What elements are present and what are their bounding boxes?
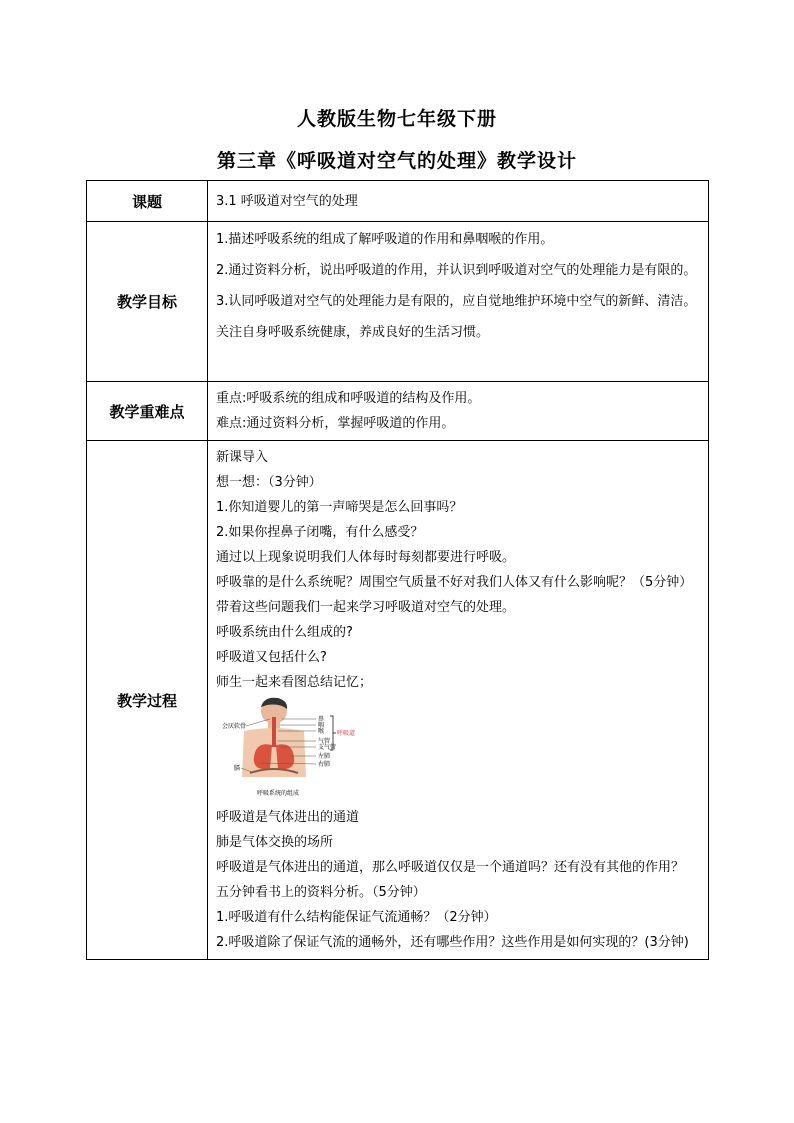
diagram-caption: 呼吸系统的组成 [257, 790, 300, 797]
label-nose: 鼻 [318, 716, 325, 723]
process-label: 教学过程 [87, 441, 208, 960]
process-line: 呼吸系统由什么组成的? [216, 625, 353, 640]
label-diaphragm: 膈 [234, 765, 241, 772]
process-line: 呼吸道又包括什么? [216, 650, 327, 665]
document-subtitle: 第三章《呼吸道对空气的处理》教学设计 [216, 150, 577, 172]
trachea-shape [272, 717, 276, 747]
process-line: 2.如果你捏鼻子闭嘴，有什么感受？ [216, 525, 424, 540]
process-line: 五分钟看书上的资料分析。（5分钟） [216, 885, 426, 900]
respiratory-system-figure [222, 697, 372, 799]
label-right-lung: 右肺 [318, 761, 331, 768]
objectives-content [208, 222, 709, 382]
topic-text: 3.1 呼吸道对空气的处理 [216, 193, 358, 209]
process-line: 呼吸道是气体进出的通道 [216, 810, 360, 825]
label-larynx: 喉 [318, 728, 325, 735]
label-pharynx: 咽 [318, 722, 325, 729]
process-line: 呼吸靠的是什么系统呢？周围空气质量不好对我们人体又有什么影响呢？（5分钟） [216, 575, 693, 590]
keypoints-row [87, 382, 709, 441]
label-left-lung: 左肺 [318, 753, 331, 760]
process-line: 1.你知道婴儿的第一声啼哭是怎么回事吗？ [216, 500, 463, 515]
topic-label: 课题 [87, 181, 208, 222]
label-epiglottis: 会厌软骨 [222, 723, 247, 730]
label-airway: 呼吸道 [337, 730, 356, 737]
topic-row [87, 181, 709, 222]
keypoint-item: 重点:呼吸系统的组成和呼吸道的结构及作用。 [216, 391, 481, 406]
process-line: 想一想：（3分钟） [216, 475, 322, 490]
process-line: 呼吸道是气体进出的通道，那么呼吸道仅仅是一个通道吗？还有没有其他的作用？ [216, 860, 685, 875]
lesson-plan-table [86, 180, 709, 960]
process-line: 带着这些问题我们一起来学习呼吸道对空气的处理。 [216, 600, 516, 615]
process-line: 2.呼吸道除了保证气流的通畅外，还有哪些作用？这些作用是如何实现的？(3分钟) [216, 935, 689, 950]
label-trachea: 气管 [318, 738, 331, 745]
process-line: 肺是气体交换的场所 [216, 835, 334, 850]
objectives-row [87, 222, 709, 382]
respiratory-system-diagram [222, 697, 372, 799]
process-line: 师生一起来看图总结记忆； [216, 675, 373, 690]
topic-content [208, 181, 709, 222]
objective-item: 2.通过资料分析，说出呼吸道的作用，并认识到呼吸道对空气的处理能力是有限的。 [216, 263, 697, 278]
keypoints-content [208, 382, 709, 441]
process-line: 1.呼吸道有什么结构能保证气流通畅？（2分钟） [216, 910, 497, 925]
process-content [208, 441, 709, 960]
process-line: 新课导入 [216, 450, 269, 465]
document-title: 人教版生物七年级下册 [296, 108, 497, 130]
keypoints-label: 教学重难点 [87, 382, 208, 441]
keypoint-item: 难点:通过资料分析，掌握呼吸道的作用。 [216, 416, 455, 431]
objective-item: 3.认同呼吸道对空气的处理能力是有限的，应自觉地维护环境中空气的新鲜、清洁。关注自身呼吸系统健康，养成良好的生活习惯。 [216, 294, 697, 340]
objective-item: 1.描述呼吸系统的组成了解呼吸道的作用和鼻咽喉的作用。 [216, 232, 554, 247]
objectives-label: 教学目标 [87, 222, 208, 382]
process-line: 通过以上现象说明我们人体每时每刻都要进行呼吸。 [216, 550, 516, 565]
process-row [87, 441, 709, 960]
label-bronchus: 支气管 [318, 744, 337, 751]
